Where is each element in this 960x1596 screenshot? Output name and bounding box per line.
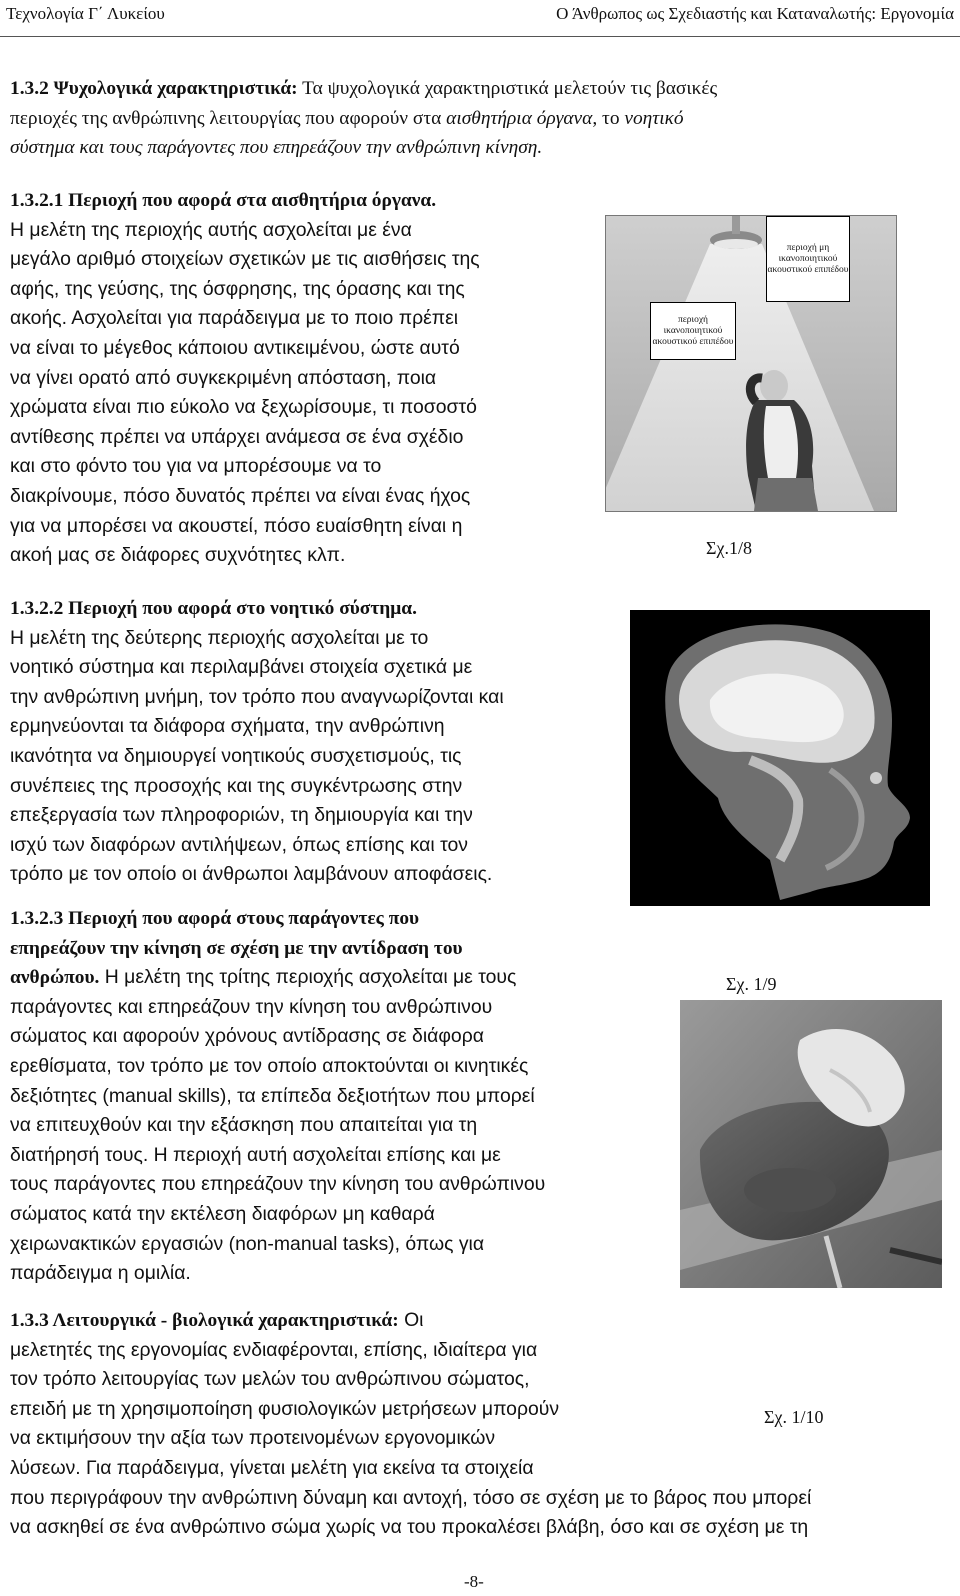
section-133-paragraph: 1.3.3 Λειτουργικά - βιολογικά χαρακτηριστικά: Οι μελετητές της εργονομίας ενδιαφέρονται, επίσης, ιδιαίτερα για τον τρόπο λειτουργίας των μελών του ανθρώπινου σώματος, επειδή με τη χρησιμοποίηση φυσιολογικών μετρήσεων μπορούν να εκτιμήσουν την αξία των προτεινομένων εργονομικών λύσεων. Για παράδειγμα, γίνεται μελέτη για εκείνα τα στοιχεία που περιγράφουν την ανθρώπινη δύναμη και αντοχή, τόσο σε σχέση με το βάρος που μπορεί να ασκηθεί σε ένα ανθρώπινο σώμα χωρίς να του προκαλέσει βλάβη, όσο και σε σχέση με τη bbox=[10, 1306, 811, 1543]
section-1323-line: να επιτευχθούν και την εξάσκηση που απαιτείται για τη bbox=[10, 1114, 478, 1137]
section-1323-heading-line-2: επηρεάζουν την κίνηση σε σχέση με την αντίδραση του bbox=[10, 937, 463, 959]
section-1323-line: χειρωνακτικών εργασιών (non-manual tasks), όπως για bbox=[10, 1232, 485, 1255]
section-1322-line: νοητικό σύστημα και περιλαμβάνει στοιχεία σχετικά με bbox=[10, 656, 473, 679]
section-1323-paragraph: 1.3.2.3 Περιοχή που αφορά στους παράγοντες που επηρεάζουν την κίνηση σε σχέση με την αντίδραση του ανθρώπου. Η μελέτη της τρίτης περιοχής ασχολείται με τους παράγοντες και επηρεάζουν την κίνηση του ανθρώπινου σώματος και αφορούν χρόνους αντίδρασης σε διάφορα ερεθίσματα, τον τρόπο με τον οποίο αποκτούνται οι κινητικές δεξιότητες (manual skills), τα επίπεδα δεξιοτήτων που μπορεί να επιτευχθούν και την εξάσκηση που απαιτείται για τη διατήρησή τους. Η περιοχή αυτή ασχολείται επίσης και με τους παράγοντες που επηρεάζουν την κίνηση του ανθρώπινου σώματος κατά την εκτέλεση διαφόρων μη καθαρά χειρωνακτικών εργασιών (non-manual tasks), όπως για παράδειγμα η ομιλία. bbox=[10, 904, 545, 1289]
acoustic-zone-illustration bbox=[606, 216, 896, 511]
figure-acoustic-zones bbox=[605, 215, 897, 512]
section-133-line: να εκτιμήσουν την αξία των προτεινομένων εργονομικών bbox=[10, 1427, 496, 1450]
section-1323-line: διατήρησή τους. Η περιοχή αυτή ασχολείται επίσης και με bbox=[10, 1143, 501, 1166]
section-1323-line: σώματος και αφορούν χρόνους αντίδρασης σε διάφορα bbox=[10, 1025, 484, 1048]
section-1322-line: ισχύ των διαφόρων αντιλήψεων, όπως επίσης και τον bbox=[10, 833, 468, 856]
header-chapter-title: Ο Άνθρωπος ως Σχεδιαστής και Καταναλωτής: Εργονομία bbox=[556, 4, 954, 23]
section-1322-line: την ανθρώπινη μνήμη, τον τρόπο που αναγνωρίζονται και bbox=[10, 685, 504, 708]
section-1322-paragraph bbox=[10, 594, 504, 890]
section-1321-line: ακοή μας σε διάφορες συχνότητες κλπ. bbox=[10, 544, 346, 567]
section-1321-paragraph bbox=[10, 186, 480, 571]
section-133-line: επειδή με τη χρησιμοποίηση φυσιολογικών μετρήσεων μπορούν bbox=[10, 1397, 560, 1420]
section-1321-line: ακοής. Ασχολείται για παράδειγμα με το ποιο πρέπει bbox=[10, 307, 459, 330]
label-unsatisfactory-sound-zone: περιοχή μη ικανοποιητικού ακουστικού επιπέδου bbox=[766, 216, 850, 302]
section-132-paragraph bbox=[10, 74, 717, 163]
section-1322-line: τρόπο με τον οποίο οι άνθρωποι λαμβάνουν αποφάσεις. bbox=[10, 863, 493, 886]
section-1323-heading-line-3: ανθρώπου. bbox=[10, 967, 100, 989]
page-number: -8- bbox=[464, 1572, 484, 1591]
mri-head-illustration bbox=[630, 610, 930, 906]
section-1321-line: και στο φόντο του για να μπορέσουμε να το bbox=[10, 455, 382, 478]
section-1322-line: συνέπειες της προσοχής και της συγκέντρωσης στην bbox=[10, 774, 463, 797]
section-133-line: να ασκηθεί σε ένα ανθρώπινο σώμα χωρίς να του προκαλέσει βλάβη, όσο και σε σχέση με τη bbox=[10, 1516, 809, 1539]
section-1321-line: διακρίνουμε, πόσο δυνατός πρέπει να είναι ένας ήχος bbox=[10, 484, 471, 507]
section-1322-line: ερμηνεύονται τα διάφορα σχήματα, την ανθρώπινη bbox=[10, 715, 445, 738]
section-1321-line: να γίνει ορατό από συγκεκριμένη απόσταση, ποια bbox=[10, 366, 437, 389]
section-1323-heading-line-1: 1.3.2.3 Περιοχή που αφορά στους παράγοντες που bbox=[10, 908, 420, 929]
jigsaw-illustration bbox=[680, 1000, 942, 1288]
section-1321-heading: 1.3.2.1 Περιοχή που αφορά στα αισθητήρια όργανα. bbox=[10, 190, 437, 211]
section-1323-line: σώματος κατά την εκτέλεση διαφόρων μη καθαρά bbox=[10, 1202, 435, 1225]
figure-caption-1-10: Σχ. 1/10 bbox=[764, 1407, 824, 1427]
section-1321-line: για να μπορέσει να ακουστεί, πόσο ευαίσθητη είναι η bbox=[10, 514, 463, 537]
section-1322-line: επεξεργασία των πληροφοριών, τη δημιουργία και την bbox=[10, 804, 473, 827]
figure-caption-1-8: Σχ.1/8 bbox=[706, 538, 752, 558]
label-satisfactory-sound-zone: περιοχή ικανοποιητικού ακουστικού επιπέδου bbox=[650, 302, 736, 360]
section-1323-line: ερεθίσματα, τον τρόπο με τον οποίο αποκτούνται οι κινητικές bbox=[10, 1054, 529, 1077]
section-1321-line: χρώματα είναι πιο εύκολο να ξεχωρίσουμε, τι ποσοστό bbox=[10, 396, 477, 419]
section-1322-line: ικανότητα να δημιουργεί νοητικούς συσχετισμούς, τις bbox=[10, 744, 462, 767]
section-1321-line: αφής, της γεύσης, της όσφρησης, της όρασης και της bbox=[10, 277, 465, 300]
section-1323-line: δεξιότητες (manual skills), τα επίπεδα δεξιοτήτων που μπορεί bbox=[10, 1084, 535, 1107]
section-1323-line: τους παράγοντες που επηρεάζουν την κίνηση του ανθρώπινου bbox=[10, 1173, 546, 1196]
section-132-heading: 1.3.2 Ψυχολογικά χαρακτηριστικά: bbox=[10, 78, 298, 99]
figure-mri-head bbox=[630, 610, 930, 906]
section-1322-heading: 1.3.2.2 Περιοχή που αφορά στο νοητικό σύστημα. bbox=[10, 598, 417, 619]
page-header bbox=[0, 0, 960, 37]
section-133-line: μελετητές της εργονομίας ενδιαφέρονται, επίσης, ιδιαίτερα για bbox=[10, 1338, 538, 1361]
section-133-line: που περιγράφουν την ανθρώπινη δύναμη και αντοχή, τόσο σε σχέση με το βάρος που μπορεί bbox=[10, 1486, 812, 1509]
section-1323-line: παράγοντες και επηρεάζουν την κίνηση του ανθρώπινου bbox=[10, 995, 493, 1018]
section-1321-line: μεγάλο αριθμό στοιχείων σχετικών με τις αισθήσεις της bbox=[10, 248, 480, 271]
section-1322-line: Η μελέτη της δεύτερης περιοχής ασχολείται με το bbox=[10, 626, 429, 649]
section-1323-line: παράδειγμα η ομιλία. bbox=[10, 1262, 191, 1285]
header-course-title: Τεχνολογία Γ΄ Λυκείου bbox=[6, 4, 165, 23]
section-132-line-3: σύστημα και τους παράγοντες που επηρεάζουν την ανθρώπινη κίνηση. bbox=[10, 137, 543, 159]
section-133-line: τον τρόπο λειτουργίας των μελών του ανθρώπινου σώματος, bbox=[10, 1368, 530, 1391]
section-1321-line: να είναι το μέγεθος κάποιου αντικειμένου, ώστε αυτό bbox=[10, 336, 460, 359]
section-133-line: λύσεων. Για παράδειγμα, γίνεται μελέτη για εκείνα τα στοιχεία bbox=[10, 1456, 534, 1479]
figure-caption-1-9: Σχ. 1/9 bbox=[726, 974, 777, 994]
section-133-heading: 1.3.3 Λειτουργικά - βιολογικά χαρακτηριστικά: bbox=[10, 1310, 399, 1331]
section-132-line-2: περιοχές της ανθρώπινης λειτουργίας που αφορούν στα αισθητήρια όργανα, το νοητικό bbox=[10, 107, 684, 129]
section-1321-line: αντίθεσης πρέπει να υπάρχει ανάμεσα σε ένα σχέδιο bbox=[10, 425, 464, 448]
section-1321-line: Η μελέτη της περιοχής αυτής ασχολείται με ένα bbox=[10, 218, 412, 241]
figure-jigsaw-grip bbox=[680, 1000, 942, 1288]
section-132-line-1: 1.3.2 Ψυχολογικά χαρακτηριστικά: Τα ψυχολογικά χαρακτηριστικά μελετούν τις βασικές bbox=[10, 78, 718, 99]
